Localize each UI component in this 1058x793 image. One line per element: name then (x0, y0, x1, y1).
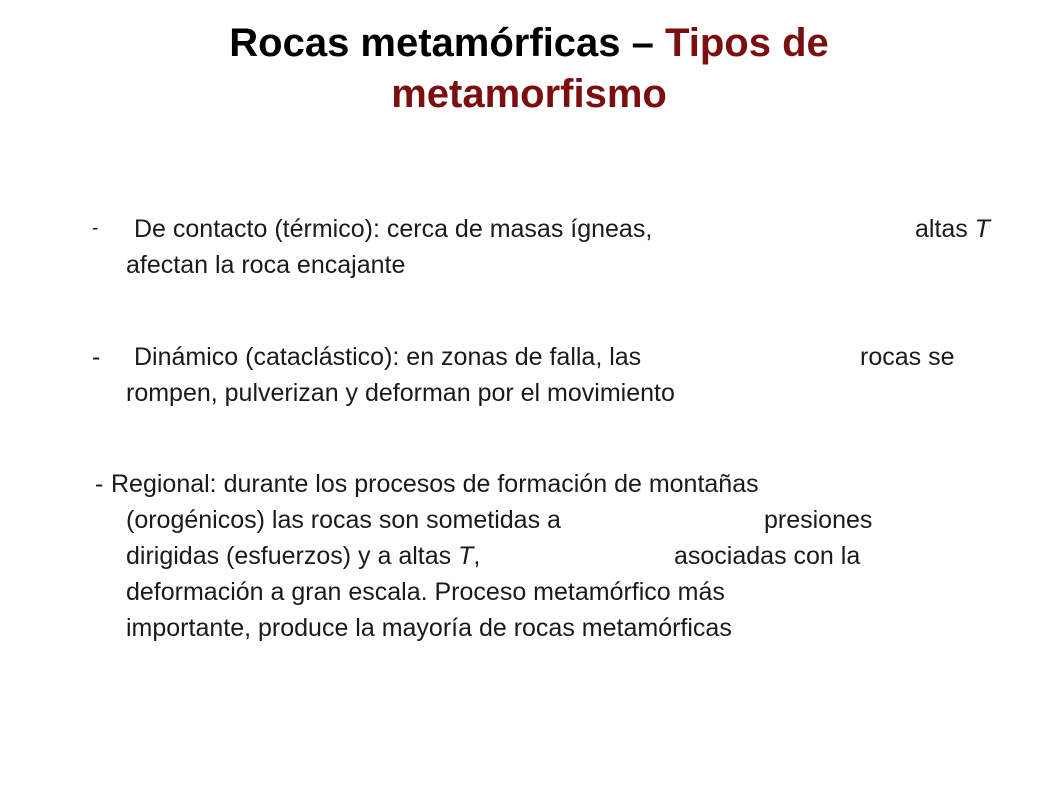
item-line (92, 466, 1032, 502)
item-text: afectan la roca encajante (126, 251, 406, 279)
item-line (92, 502, 1032, 538)
item-line (92, 247, 1032, 283)
item-line (92, 339, 1032, 375)
item-dash: - (95, 470, 104, 498)
item-line (92, 211, 1032, 247)
item-line (92, 538, 1032, 574)
item-text: importante, produce la mayoría de rocas metamórficas (126, 614, 732, 642)
title-accent: Tipos de (665, 21, 829, 65)
item-text-b-italic: T (974, 215, 991, 243)
title-line-2: metamorfismo (391, 72, 667, 116)
item-text: (orogénicos) las rocas son sometidas a (126, 506, 561, 534)
list-item-regional (92, 466, 1032, 646)
item-text-b (915, 211, 990, 247)
item-text-b: presiones (764, 506, 873, 534)
item-text: rompen, pulverizan y deforman por el movimiento (126, 379, 675, 407)
item-line (92, 610, 1032, 646)
title-line-1 (0, 18, 1058, 69)
item-dash: - (92, 343, 101, 371)
item-line (92, 375, 1032, 411)
item-line (92, 574, 1032, 610)
item-text-italic: T (458, 542, 474, 570)
slide-title (0, 18, 1058, 120)
item-text-tail: , (473, 542, 481, 570)
item-text: deformación a gran escala. Proceso metamórfico más (126, 578, 725, 606)
list-item-dynamic (92, 339, 1032, 411)
item-text (126, 538, 480, 574)
item-text-b: rocas se (860, 343, 955, 371)
item-text: De contacto (térmico): cerca de masas ígneas, (134, 215, 653, 243)
item-dash: - (92, 218, 99, 239)
item-text-plain: dirigidas (esfuerzos) y a altas (126, 542, 459, 570)
item-text-b-plain: altas (915, 215, 975, 243)
item-text-b: asociadas con la (674, 542, 861, 570)
title-main: Rocas metamórficas – (229, 21, 666, 65)
item-text: Dinámico (cataclástico): en zonas de falla, las (134, 343, 642, 371)
list-item-contact (92, 211, 1032, 283)
item-text: Regional: durante los procesos de formación de montañas (111, 470, 759, 498)
